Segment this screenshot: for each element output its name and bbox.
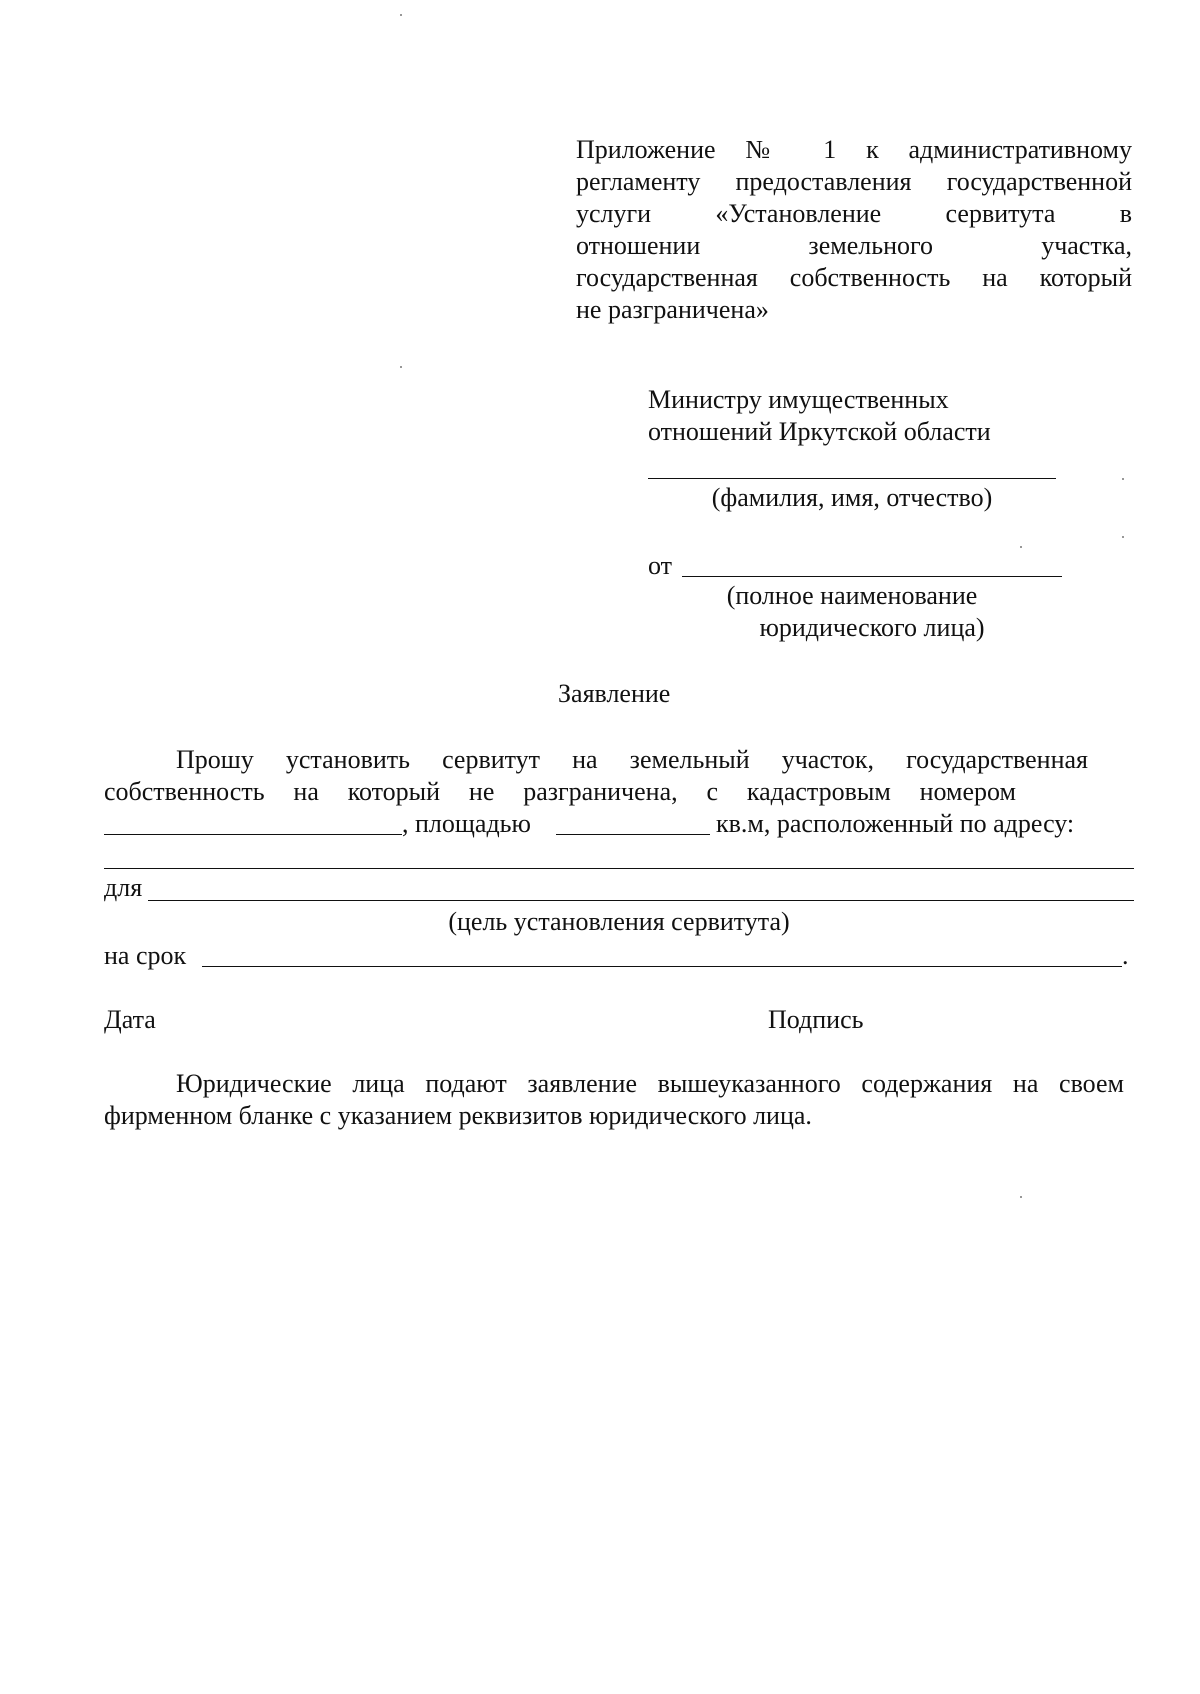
body-line-1: Прошу установить сервитут на земельный участок, государственная xyxy=(176,745,1088,774)
term-blank[interactable] xyxy=(202,966,1122,967)
name-blank-line[interactable] xyxy=(648,478,1056,479)
appendix-line: не разграничена» xyxy=(576,295,769,324)
appendix-header xyxy=(576,134,1132,326)
address-blank[interactable] xyxy=(104,868,1134,869)
from-blank-line[interactable] xyxy=(682,576,1062,577)
appendix-line: отношении земельного участка, xyxy=(576,231,1132,260)
cadastral-number-blank[interactable] xyxy=(104,834,402,835)
term-end-period: . xyxy=(1122,941,1129,970)
appendix-line: услуги «Установление сервитута в xyxy=(576,199,1132,228)
note-line-2: фирменном бланке с указанием реквизитов юридического лица. xyxy=(104,1101,812,1130)
scan-speck xyxy=(1122,478,1124,480)
name-caption: (фамилия, имя, отчество) xyxy=(711,483,993,512)
scan-speck xyxy=(1020,546,1022,548)
term-label: на срок xyxy=(104,941,187,970)
addressee-block xyxy=(648,384,1068,448)
area-label: , площадью xyxy=(402,809,531,838)
purpose-caption: (цель установления сервитута) xyxy=(448,907,790,936)
area-blank[interactable] xyxy=(556,834,710,835)
date-label: Дата xyxy=(104,1005,156,1034)
scan-speck xyxy=(1020,1196,1022,1198)
from-caption-line-2: юридического лица) xyxy=(759,613,985,642)
appendix-line: регламенту предоставления государственной xyxy=(576,167,1132,196)
signature-label: Подпись xyxy=(768,1005,864,1034)
purpose-blank[interactable] xyxy=(148,900,1134,901)
appendix-line: государственная собственность на который xyxy=(576,263,1132,292)
appendix-line: Приложение № 1 к административному xyxy=(576,135,1132,164)
from-caption-line-1: (полное наименование xyxy=(726,581,978,610)
scan-speck xyxy=(400,366,402,368)
from-label: от xyxy=(648,551,673,580)
document-title: Заявление xyxy=(558,679,671,708)
address-label: кв.м, расположенный по адресу: xyxy=(716,809,1075,838)
note-line-1: Юридические лица подают заявление вышеуказанного содержания на своем xyxy=(176,1069,1124,1098)
addressee-line-2: отношений Иркутской области xyxy=(648,417,991,446)
body-line-2: собственность на который не разграничена, с кадастровым номером xyxy=(104,777,1016,806)
scan-speck xyxy=(1122,536,1124,538)
purpose-label: для xyxy=(104,873,143,902)
scan-speck xyxy=(400,14,402,16)
addressee-line-1: Министру имущественных xyxy=(648,385,949,414)
